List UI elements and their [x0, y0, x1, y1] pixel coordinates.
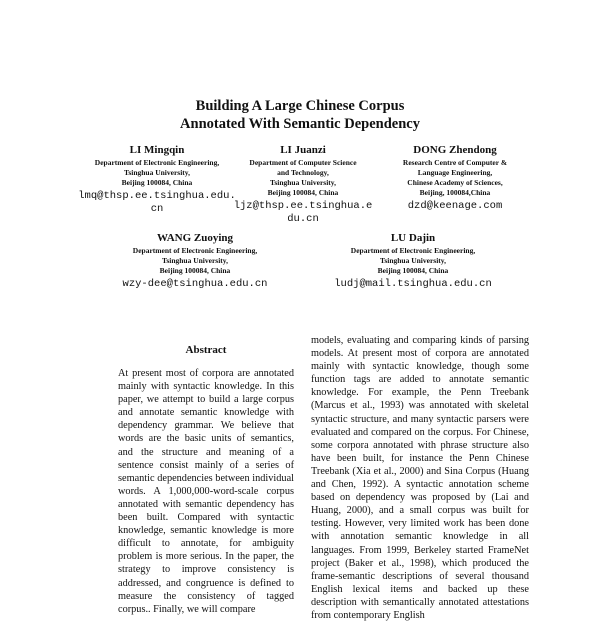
abstract-body: At present most of corpora are annotated mainly with syntactic knowledge. In this paper, we attempt to build a large corpus and annotate semantic knowledge with dependency grammar. We believe that words are the basic units of semantics, and the structure and meaning of a sentence consist mainly of a series of semantic dependencies between individual words. A 1,000,000-word-scale corpus annotated with semantic dependency has been built. Compared with syntactic knowledge, semantic knowledge is more difficult to annotate, for ambiguity problem is more serious. In the paper, the strategy to improve consistency is addressed, and congruence is defined to measure the consistency of tagged corpus.. Finally, we will compare — [118, 368, 294, 615]
affiliation-line: and Technology, — [277, 168, 329, 177]
affiliation-line: Department of Electronic Engineering, — [94, 158, 220, 167]
author-email: lmq@thsp.ee.tsinghua.edu.cn — [78, 190, 236, 215]
affiliation-line: Beijing 100084, China — [377, 266, 449, 275]
author-affiliation — [385, 158, 525, 198]
author-email: wzy-dee@tsinghua.edu.cn — [122, 278, 268, 290]
affiliation-line: Tsinghua University, — [162, 256, 228, 265]
author-name: LI Juanzi — [280, 144, 326, 156]
affiliation-line: Tsinghua University, — [270, 178, 336, 187]
author-block-dong-zhendong — [385, 144, 525, 213]
author-email: ludj@mail.tsinghua.edu.cn — [334, 278, 492, 290]
author-name: DONG Zhendong — [413, 144, 497, 156]
author-affiliation — [78, 158, 236, 188]
affiliation-line: Tsinghua University, — [124, 168, 190, 177]
author-block-li-juanzi — [233, 144, 373, 226]
affiliation-line: Department of Electronic Engineering, — [132, 246, 258, 255]
affiliation-line: Language Engineering, — [417, 168, 493, 177]
affiliation-line: Department of Computer Science — [249, 158, 357, 167]
affiliation-line: Beijing, 100084,China — [419, 188, 491, 197]
affiliation-line: Beijing 100084, China — [267, 188, 339, 197]
affiliation-line: Department of Electronic Engineering, — [350, 246, 476, 255]
title-line-2: Annotated With Semantic Dependency — [180, 116, 420, 132]
author-name: LI Mingqin — [129, 144, 185, 156]
author-affiliation — [323, 246, 503, 276]
affiliation-line: Beijing 100084, China — [159, 266, 231, 275]
author-affiliation — [108, 246, 282, 276]
author-block-wang-zuoying — [108, 232, 282, 291]
abstract-heading: Abstract — [185, 344, 227, 356]
introduction-body: models, evaluating and comparing kinds of parsing models. At present most of corpora are annotated mainly with syntactic knowledge, though some function tags are added to annotate semantic knowledge. For example, the Penn Treebank (Marcus et al., 1993) was annotated with skeletal syntactic structure, and many syntactic parsers were evaluated and compared on the corpus. For Chinese, some corpora annotated with phrase structure also have been built, for instance the Penn Chinese Treebank (Xia et al., 2000) and Sina Corpus (Huang and Chen, 1992). A syntactic annotation scheme based on dependency was proposed by (Lai and Huang, 2000), and a small corpus was built for testing. However, very limited work has been done with annotation semantic knowledge in all languages. From 1999, Berkeley started FrameNet project (Baker et al., 1998), which produced the frame-semantic descriptions of several thousand English lexical items and backed up these description with semantically annotated attestations from contemporary English — [311, 335, 529, 621]
author-email: dzd@keenage.com — [407, 200, 503, 212]
affiliation-line: Tsinghua University, — [380, 256, 446, 265]
affiliation-line: Research Centre of Computer & — [402, 158, 508, 167]
title-line-1: Building A Large Chinese Corpus — [195, 98, 405, 114]
author-block-li-mingqin — [78, 144, 236, 216]
author-affiliation — [233, 158, 373, 198]
author-email: ljz@thsp.ee.tsinghua.edu.cn — [233, 200, 373, 225]
author-block-lu-dajin — [323, 232, 503, 291]
affiliation-line: Chinese Academy of Sciences, — [407, 178, 503, 187]
author-name: LU Dajin — [390, 232, 436, 244]
paper-title — [0, 97, 600, 133]
affiliation-line: Beijing 100084, China — [121, 178, 193, 187]
author-name: WANG Zuoying — [156, 232, 234, 244]
